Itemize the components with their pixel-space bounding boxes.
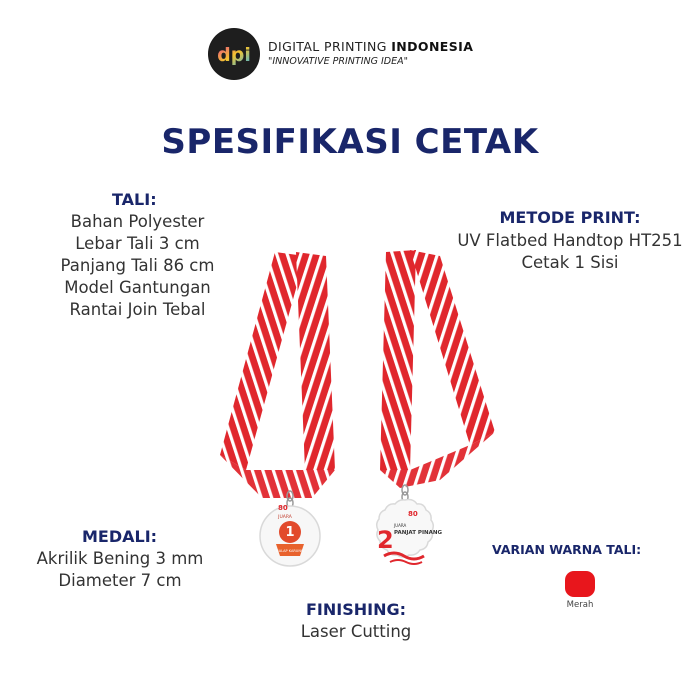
tali-heading: TALI: [112, 190, 157, 209]
color-swatch-label: Merah [566, 600, 594, 610]
metode-print-line: UV Flatbed Handtop HT251 [457, 231, 683, 250]
metode-print-line: Cetak 1 Sisi [521, 253, 619, 272]
finishing-heading: FINISHING: [305, 600, 406, 619]
medal-left [260, 504, 320, 566]
medal-right [377, 500, 443, 565]
tali-section [0, 190, 275, 321]
svg-text:80: 80 [278, 504, 288, 512]
svg-text:80: 80 [408, 510, 418, 518]
medali-line: Diameter 7 cm [58, 571, 182, 590]
color-swatch-merah [565, 571, 595, 597]
medali-line: Akrilik Bening 3 mm [36, 549, 204, 568]
metode-print-heading: METODE PRINT: [499, 208, 641, 227]
tali-line: Bahan Polyester [70, 212, 205, 231]
finishing-line: Laser Cutting [300, 622, 412, 641]
svg-text:dpi: dpi [217, 44, 251, 66]
varian-heading: VARIAN WARNA TALI: [492, 542, 642, 557]
tali-line: Panjang Tali 86 cm [60, 256, 215, 275]
medali-section [0, 527, 240, 592]
medal-right-event: PANJAT PINANG [394, 530, 442, 536]
tali-line: Rantai Join Tebal [69, 300, 206, 319]
varian-section [492, 542, 682, 557]
medal-left-ribbon-text: BALAP KARUNG [276, 549, 304, 553]
finishing-section [256, 600, 456, 643]
tali-line: Lebar Tali 3 cm [75, 234, 200, 253]
brand-tagline: "INNOVATIVE PRINTING IDEA" [268, 56, 408, 68]
medali-heading: MEDALI: [82, 527, 158, 546]
page-title: SPESIFIKASI CETAK [161, 122, 539, 162]
brand-name: DIGITAL PRINTING INDONESIA [268, 39, 474, 55]
tali-line: Model Gantungan [64, 278, 211, 297]
right-ribbon [380, 250, 495, 488]
medal-right-number: 2 [377, 526, 394, 554]
medal-left-label: JUARA [278, 515, 292, 520]
metode-print-section [430, 208, 700, 274]
medal-left-number: 1 [285, 525, 295, 540]
medal-right-label: JUARA [394, 523, 407, 528]
